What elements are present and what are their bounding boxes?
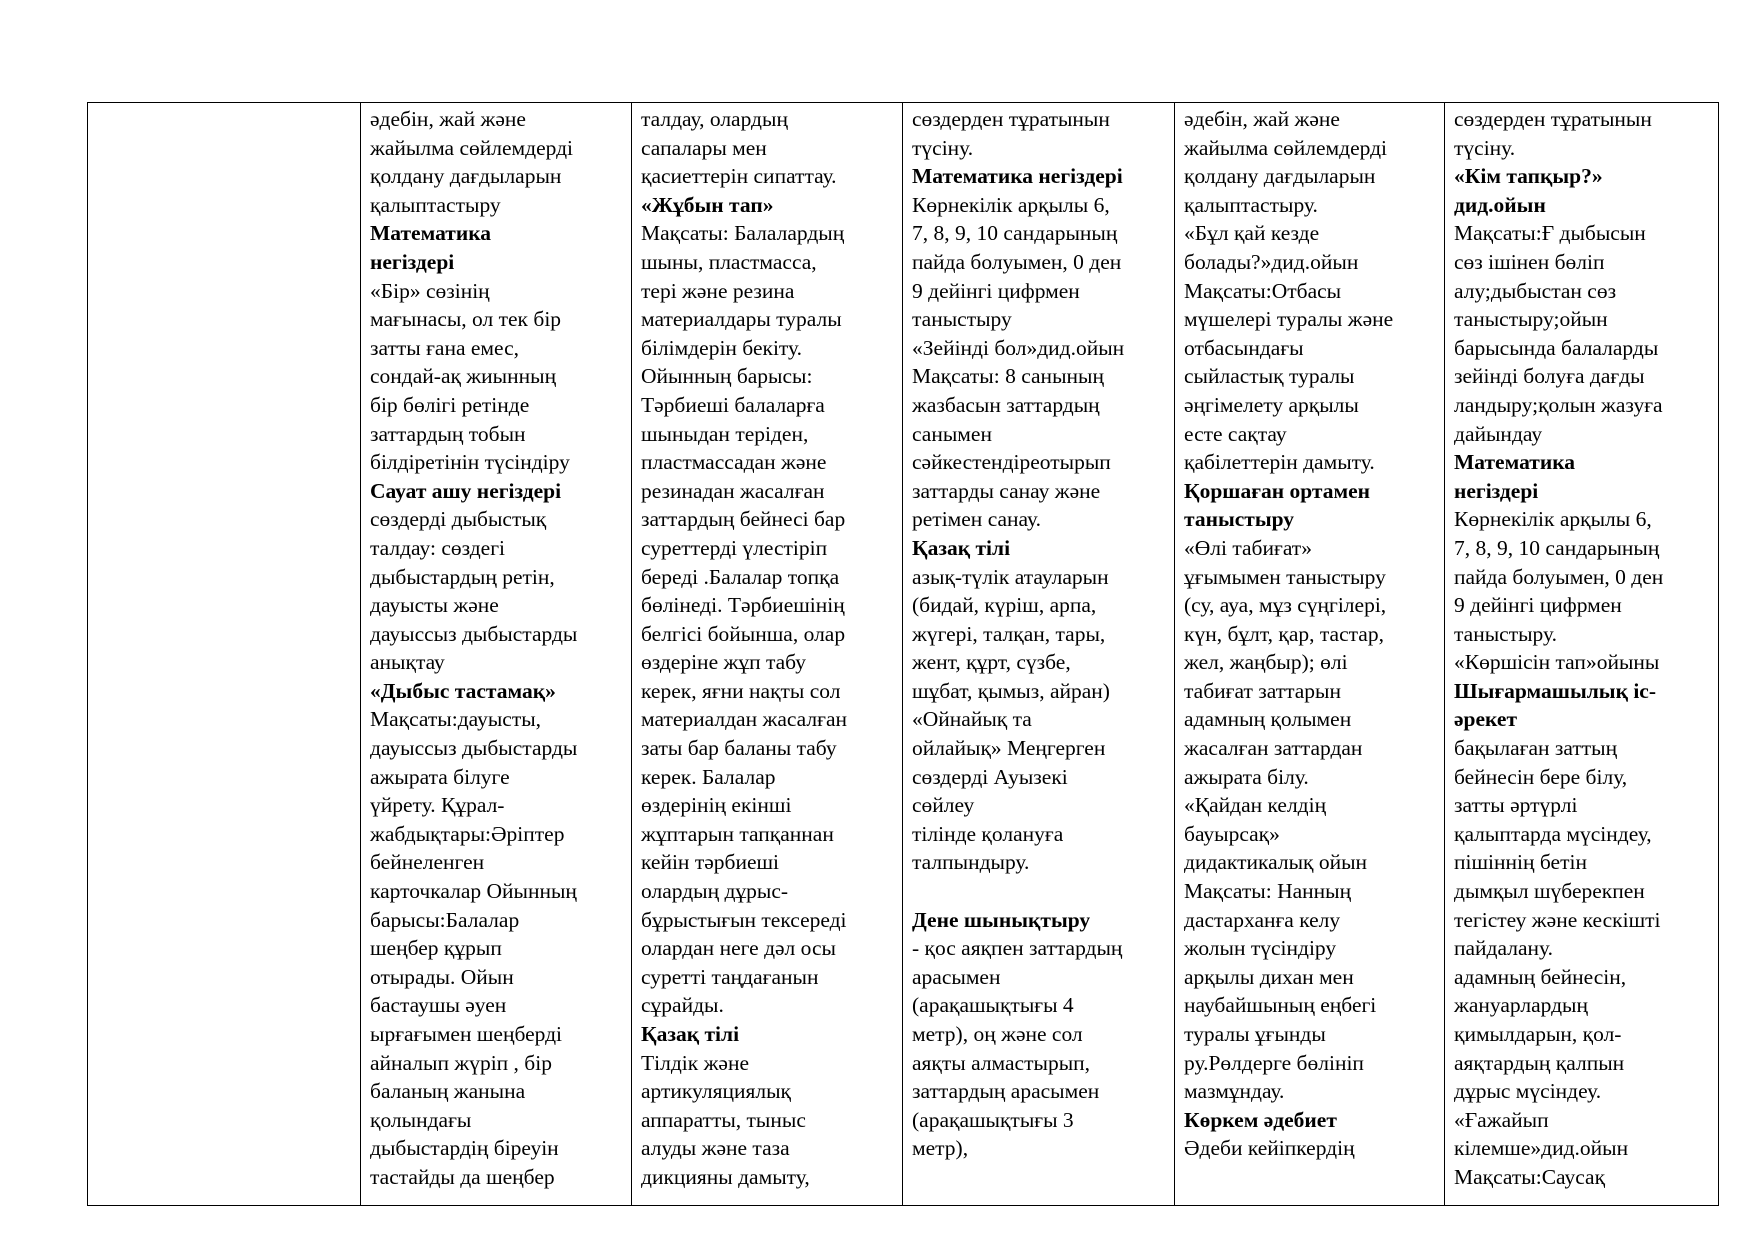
text-line: береді .Балалар топқа [641,564,840,589]
text-line: пайда болуымен, 0 ден [912,249,1122,274]
section-heading: әрекет [1454,707,1517,732]
text-line: материалдан жасалған [641,707,847,732]
text-line: тері және резина [641,278,795,303]
text-line: бейнесін бере білу, [1454,764,1628,789]
text-line: артикуляциялық [641,1079,791,1104]
table-cell-col-5 [1445,103,1719,1206]
text-line: Мақсаты: 8 санының [912,364,1104,389]
text-line: санымен [912,421,992,446]
text-line: мағынасы, ол тек бір [370,307,562,332]
text-line: зейінді болуға дағды [1454,364,1645,389]
text-line: заттардың тобын [370,421,526,446]
text-line: аяқтардың қалпын [1454,1050,1625,1075]
text-line: талдау, олардың [641,107,788,131]
section-heading: Қазақ тілі [912,535,1011,560]
text-line: Мақсаты: Балалардың [641,221,845,246]
text-line: алу;дыбыстан сөз [1454,278,1617,303]
text-line: «Қайдан келдің [1184,793,1327,818]
text-line: дыбыстардің біреуін [370,1136,559,1161]
text-line: қабілеттерін дамыту. [1184,450,1375,475]
text-line: бауырсақ» [1184,821,1280,846]
text-line: керек, яғни нақты сол [641,678,841,703]
text-line: Ойынның барысы: [641,364,813,389]
text-line: ажырата білуге [370,764,510,789]
text-line: 7, 8, 9, 10 сандарының [912,221,1118,246]
table-cell-col-3 [903,103,1175,1206]
text-line: сәйкестендіреотырып [912,450,1111,475]
text-line: бөлінеді. Тәрбиешінің [641,593,845,618]
text-line: қолдану дағдыларын [370,164,562,189]
text-line: ландыру;қолын жазуға [1454,392,1663,417]
text-line: жануарлардың [1454,993,1589,1018]
text-line: бұрыстығын тексереді [641,907,847,932]
text-line: олардың дұрыс- [641,879,789,904]
text-line: сөздерді Ауызекі [912,764,1068,789]
text-line: жабдықтары:Әріптер [370,821,565,846]
text-line: отбасындағы [1184,335,1304,360]
text-line: адамның бейнесін, [1454,964,1627,989]
text-line: мазмұндау. [1184,1079,1285,1104]
section-heading: Дене шынықтыру [912,907,1091,932]
text-line: суретті таңдағанын [641,964,819,989]
text-line: Тәрбиеші балаларға [641,392,825,417]
section-heading: Көркем әдебиет [1184,1107,1337,1132]
text-line: әдебін, жай және [1184,107,1340,131]
section-heading: «Кім тапқыр?» [1454,164,1603,189]
text-line: жайылма сөйлемдерді [1184,135,1387,160]
text-line: шыны, пластмасса, [641,249,817,274]
text-line: Тілдік және [641,1050,750,1075]
text-line: шыныдан теріден, [641,421,809,446]
text-line: сөздерден тұратынын [1454,107,1652,131]
text-line: (су, ауа, мұз сүңгілері, [1184,593,1387,618]
text-line: ру.Рөлдерге бөлініп [1184,1050,1364,1075]
text-line: резинадан жасалған [641,478,825,503]
text-line: суреттерді үлестіріп [641,535,828,560]
text-line: жазбасын заттардың [912,392,1100,417]
text-line: айналып жүріп , бір [370,1050,552,1075]
section-heading: таныстыру [1184,507,1295,532]
text-line: жент, құрт, сүзбе, [912,650,1071,675]
text-line: арқылы дихан мен [1184,964,1354,989]
text-line: дауыссыз дыбыстарды [370,736,578,761]
text-line: есте сақтау [1184,421,1287,446]
text-line [912,877,1166,906]
text-line: үйрету. Құрал- [370,793,505,818]
text-line: өздеріне жұп табу [641,650,807,675]
text-line: жолын түсіндіру [1184,936,1337,961]
section-heading: Математика [1454,450,1576,475]
text-line: Мақсаты:Отбасы [1184,278,1342,303]
text-line: (арақашықтығы 4 [912,993,1074,1018]
text-line: Әдеби кейіпкердің [1184,1136,1355,1161]
text-line: заттардың бейнесі бар [641,507,846,532]
text-line: сөйлеу [912,793,975,818]
text-line: олардан неге дәл осы [641,936,836,961]
text-line: пішіннің бетін [1454,850,1587,875]
text-line: материалдары туралы [641,307,842,332]
text-line: бейнеленген [370,850,485,875]
text-line: затты әртүрлі [1454,793,1578,818]
text-line: анықтау [370,650,445,675]
text-line: сапалары мен [641,135,767,160]
text-line: керек. Балалар [641,764,776,789]
text-line: Мақсаты: Нанның [1184,879,1352,904]
table-cell-label [88,103,361,1206]
text-line: Мақсаты:дауысты, [370,707,542,732]
section-heading: «Жұбын тап» [641,192,774,217]
text-line: «Ғажайып [1454,1107,1549,1132]
table-cell-col-1 [361,103,632,1206]
text-line: бастаушы әуен [370,993,507,1018]
section-heading: негіздері [1454,478,1539,503]
text-line: таныстыру;ойын [1454,307,1608,332]
text-line: адамның қолымен [1184,707,1352,732]
section-heading: Математика негіздері [912,164,1123,189]
text-line: жұптарын тапқаннан [641,821,834,846]
text-line: түсіну. [1454,135,1516,160]
text-line: қолдану дағдыларын [1184,164,1376,189]
text-line: 9 дейінгі цифрмен [912,278,1080,303]
table-cell-col-4 [1175,103,1445,1206]
text-line: қалыптастыру [370,192,501,217]
text-line: Мақсаты:Ғ дыбысын [1454,221,1646,246]
text-line: білдіретінін түсіндіру [370,450,570,475]
text-line: карточкалар Ойынның [370,879,577,904]
text-line: жайылма сөйлемдерді [370,135,573,160]
text-line: «Ойнайық та [912,707,1032,732]
text-line: «Өлі табиғат» [1184,535,1312,560]
text-line: барысында балаларды [1454,335,1659,360]
text-line: туралы ұғынды [1184,1022,1326,1046]
text-line: жасалған заттардан [1184,736,1363,761]
text-line: сөздерді дыбыстық [370,507,547,532]
text-line: аппаратты, тыныс [641,1107,806,1132]
text-line: аяқты алмастырып, [912,1050,1091,1075]
text-line: білімдерін бекіту. [641,335,803,360]
text-line: пайдалану. [1454,936,1553,961]
text-line: азық-түлік атауларын [912,564,1109,589]
text-line: (арақашықтығы 3 [912,1107,1074,1132]
text-line: заты бар баланы табу [641,736,837,761]
text-line: - қос аяқпен заттардың [912,936,1123,961]
text-line: табиғат заттарын [1184,678,1341,703]
section-heading: дид.ойын [1454,192,1546,217]
table-cell-col-2 [632,103,903,1206]
text-line: кейін тәрбиеші [641,850,780,875]
text-line: баланың жанына [370,1079,526,1104]
section-heading: Математика [370,221,492,246]
section-heading: Шығармашылық іс- [1454,678,1657,703]
text-line: жүгері, талқан, тары, [912,621,1106,646]
text-line: заттардың арасымен [912,1079,1100,1104]
text-line: (бидай, күріш, арпа, [912,593,1097,618]
text-line: өздерінің екінші [641,793,792,818]
text-line: тастайды да шеңбер [370,1164,555,1189]
text-line: таныстыру. [1454,621,1557,646]
section-heading: Қоршаған ортамен [1184,478,1371,503]
text-line: ырғағымен шеңберді [370,1022,563,1046]
text-line: метр), оң және сол [912,1022,1083,1046]
section-heading: Қазақ тілі [641,1022,740,1046]
section-heading: Сауат ашу негіздері [370,478,562,503]
text-line: «Көршісін тап»ойыны [1454,650,1660,675]
text-line: қалыптастыру. [1184,192,1318,217]
text-line: затты ғана емес, [370,335,520,360]
text-line: «Зейінді бол»дид.ойын [912,335,1125,360]
text-line: шұбат, қымыз, айран) [912,678,1110,703]
text-line: 7, 8, 9, 10 сандарының [1454,535,1660,560]
text-line: дикцияны дамыту, [641,1164,810,1189]
section-heading: «Дыбыс тастамақ» [370,678,556,703]
text-line: «Бұл қай кезде [1184,221,1320,246]
text-line: арасымен [912,964,1001,989]
text-line: метр), [912,1136,969,1161]
text-line: дауыссыз дыбыстарды [370,621,578,646]
section-heading: негіздері [370,249,455,274]
text-line: Көрнекілік арқылы 6, [912,192,1110,217]
text-line: қолындағы [370,1107,472,1132]
text-line: дыбыстардың ретін, [370,564,555,589]
text-line: дымқыл шүберекпен [1454,879,1645,904]
text-line: жел, жаңбыр); өлі [1184,650,1348,675]
text-line: бақылаған заттың [1454,736,1618,761]
text-line: пластмассадан және [641,450,827,475]
text-line: қасиеттерін сипаттау. [641,164,837,189]
plan-table [87,102,1719,1206]
text-line: тегістеу және кескішті [1454,907,1661,932]
text-line: «Бір» сөзінің [370,278,490,303]
text-line: барысы:Балалар [370,907,520,932]
table-row [88,103,1719,1206]
text-line: тілінде қолануға [912,821,1064,846]
text-line: 9 дейінгі цифрмен [1454,593,1622,618]
text-line: күн, бұлт, қар, тастар, [1184,621,1384,646]
text-line: дұрыс мүсіндеу. [1454,1079,1602,1104]
text-line: болады?»дид.ойын [1184,249,1359,274]
text-line: дидактикалық ойын [1184,850,1368,875]
text-line: сұрайды. [641,993,724,1018]
text-line: отырады. Ойын [370,964,514,989]
text-line: сөз ішінен бөліп [1454,249,1605,274]
text-line: сондай-ақ жиынның [370,364,557,389]
text-line: сыйластық туралы [1184,364,1355,389]
text-line: ұғымымен таныстыру [1184,564,1386,589]
text-line: дайындау [1454,421,1543,446]
text-line: дауысты және [370,593,499,618]
text-line: талпындыру. [912,850,1030,875]
text-line: дастарханға келу [1184,907,1341,932]
text-line: пайда болуымен, 0 ден [1454,564,1664,589]
text-line: шеңбер құрып [370,936,502,961]
text-line: ажырата білу. [1184,764,1309,789]
text-line: бір бөлігі ретінде [370,392,530,417]
text-line: кілемше»дид.ойын [1454,1136,1629,1161]
text-line: қимылдарын, қол- [1454,1022,1622,1046]
text-line: түсіну. [912,135,974,160]
text-line: талдау: сөздегі [370,535,505,560]
text-line: белгісі бойынша, олар [641,621,846,646]
text-line: ойлайық» Меңгерген [912,736,1106,761]
text-line: заттарды санау және [912,478,1101,503]
text-line: алуды және таза [641,1136,790,1161]
text-line: таныстыру [912,307,1012,332]
text-line: Мақсаты:Саусақ [1454,1164,1606,1189]
text-line: қалыптарда мүсіндеу, [1454,821,1652,846]
text-line: наубайшының еңбегі [1184,993,1377,1018]
text-line: сөздерден тұратынын [912,107,1110,131]
text-line: Көрнекілік арқылы 6, [1454,507,1652,532]
text-line: әңгімелету арқылы [1184,392,1359,417]
text-line: ретімен санау. [912,507,1041,532]
text-line: мүшелері туралы және [1184,307,1394,332]
text-line: әдебін, жай және [370,107,526,131]
